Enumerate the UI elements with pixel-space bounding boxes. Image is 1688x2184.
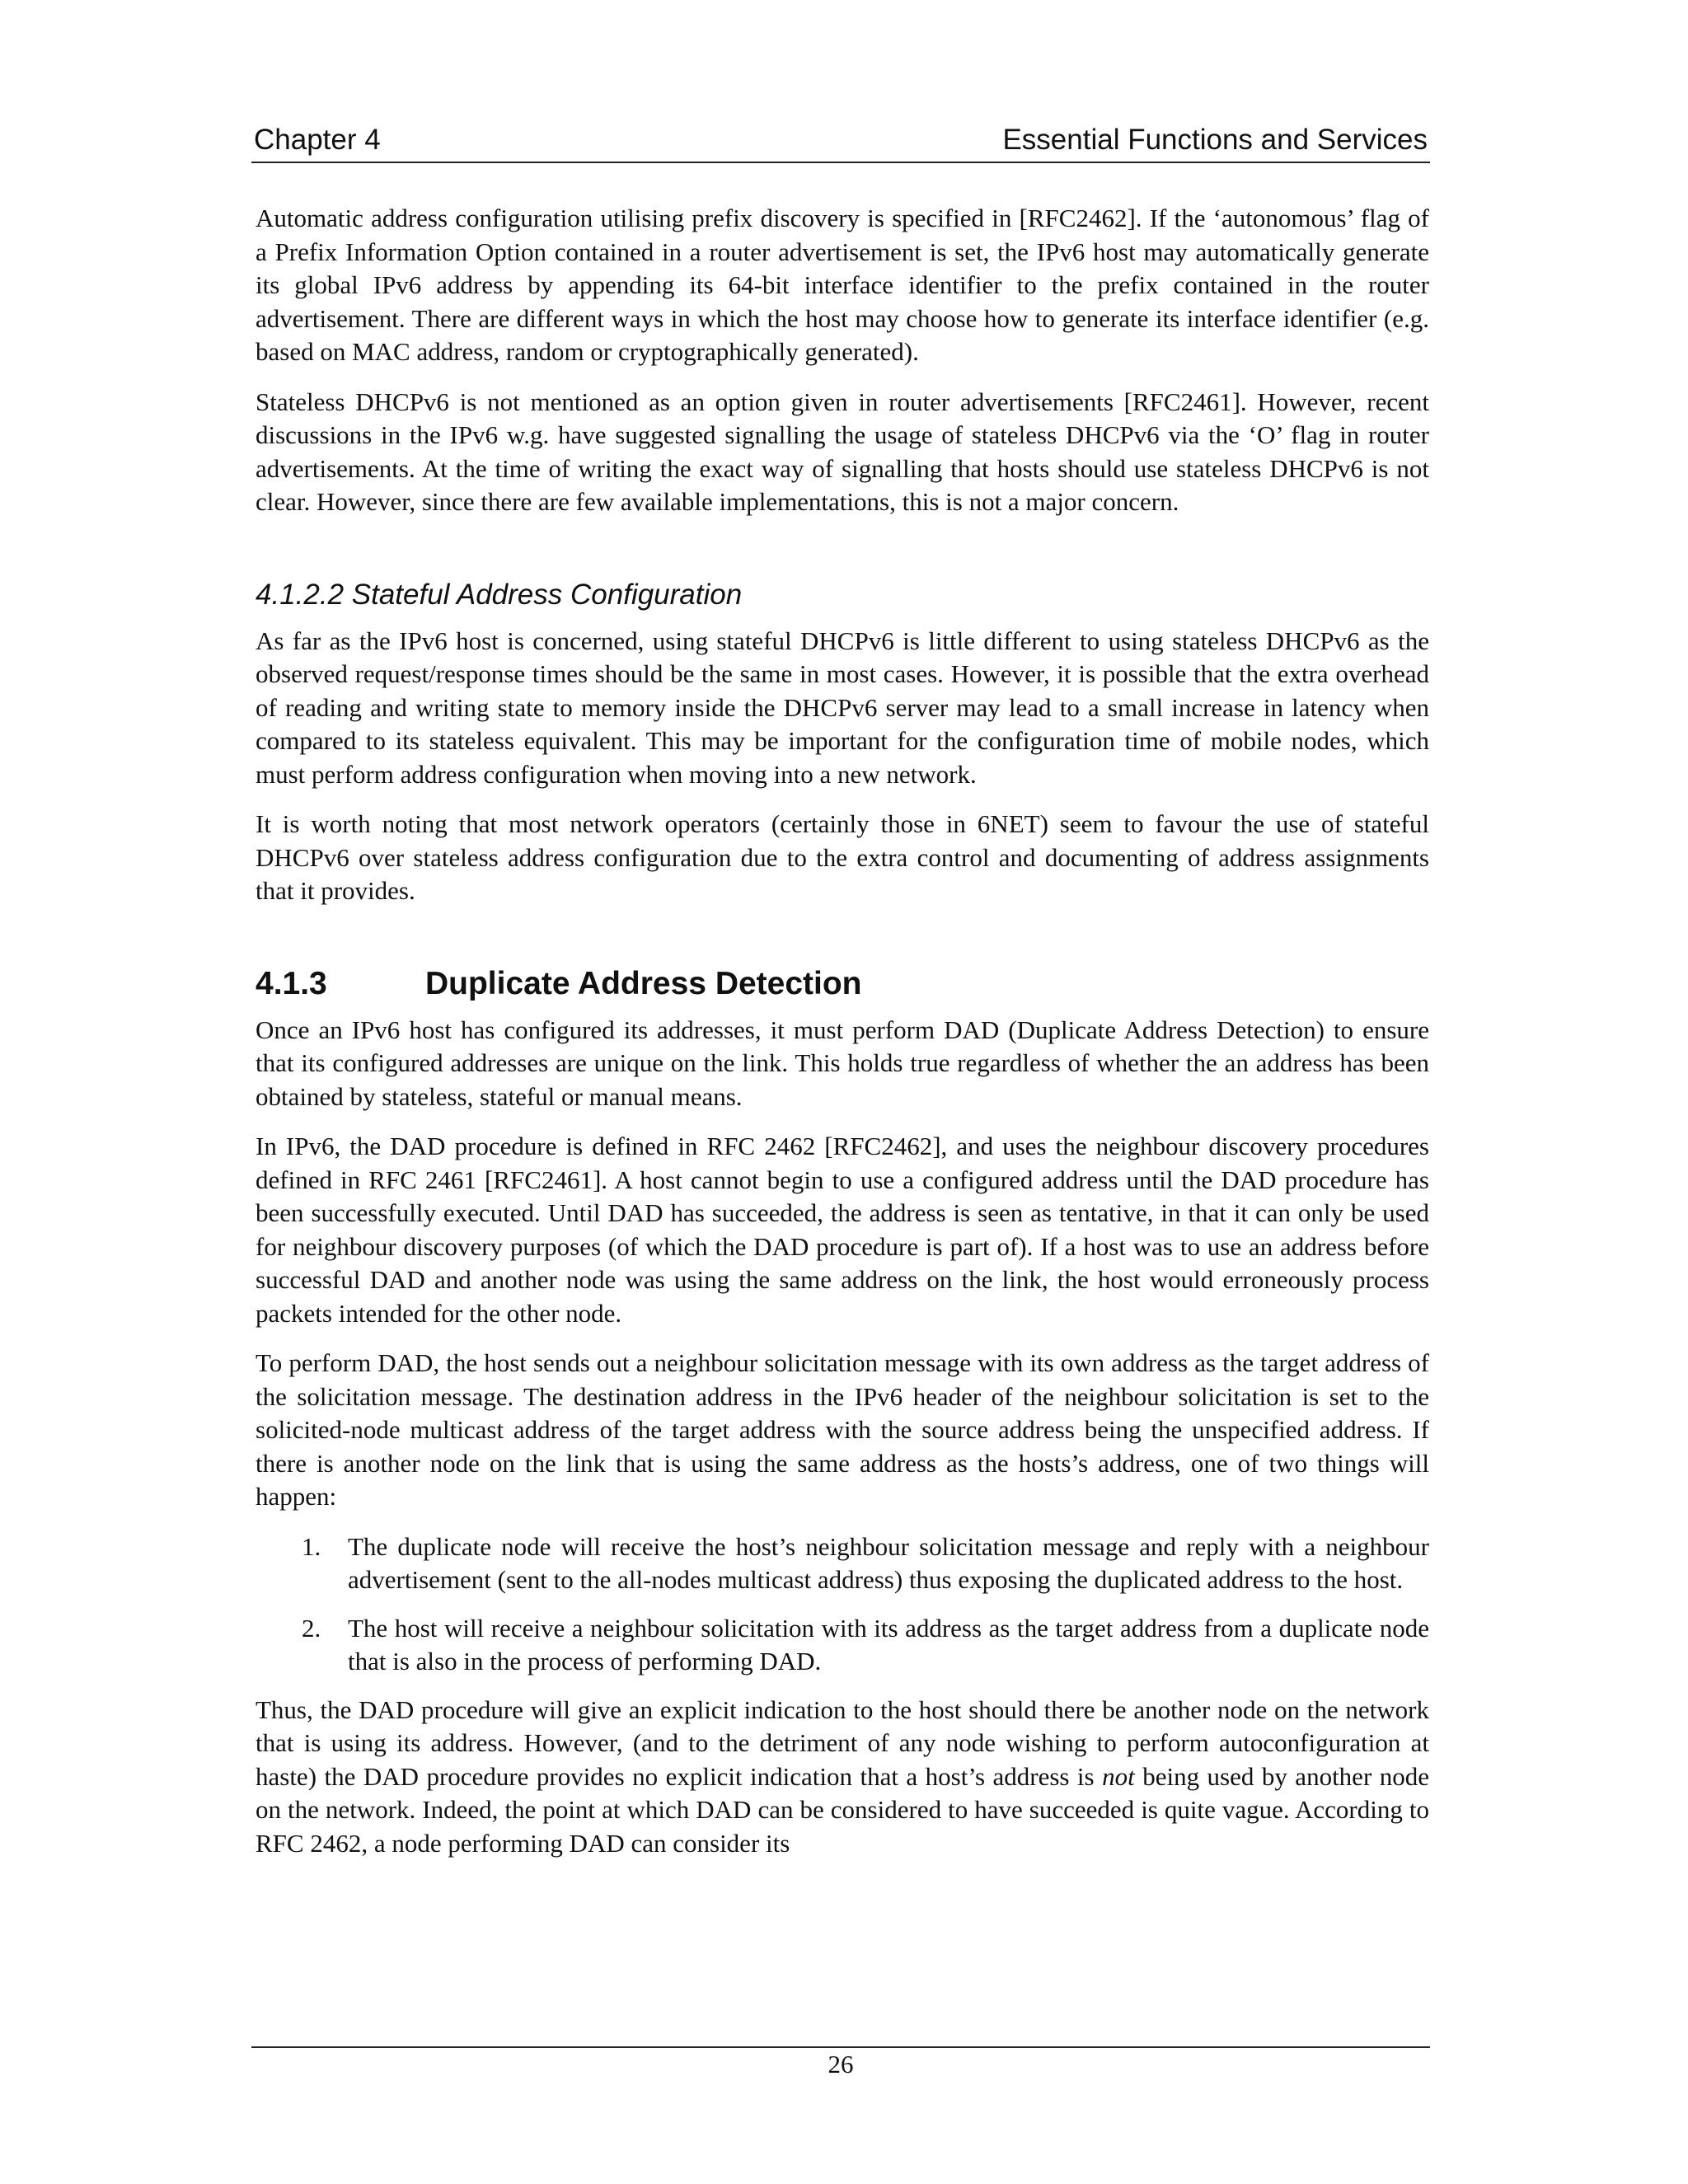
paragraph: To perform DAD, the host sends out a neighbour solicitation message with its own address as the target address of the solicitation message. The destination address in the IPv6 header of the neighbour solicitation is set to the solicited-node multicast address of the target address with the source address being the unspecified address. If there is another node on the link that is using the same address as the hosts’s address, one of two things will happen: — [256, 1348, 1429, 1511]
section-number: 4.1.3 — [256, 965, 327, 1001]
chapter-title: Essential Functions and Services — [1002, 124, 1428, 156]
paragraph: As far as the IPv6 host is concerned, using stateful DHCPv6 is little different to using stateless DHCPv6 as the observed request/response times should be the same in most cases. However, it is possible that the extra overhead of reading and writing state to memory inside the DHCPv6 server may lead to a small increase in latency when compared to its stateless equivalent. This may be important for the configuration time of mobile nodes, which must perform address configuration when moving into a new network. — [256, 626, 1429, 789]
section-title: Duplicate Address Detection — [425, 965, 862, 1001]
paragraph: Once an IPv6 host has configured its addresses, it must perform DAD (Duplicate Address Detection) to ensure that its configured addresses are unique on the link. This holds true regardless of whether the an address has been obtained by stateless, stateful or manual means. — [256, 1015, 1429, 1111]
list-text: The host will receive a neighbour solicitation with its address as the target address from a duplicate node that is also in the process of performing DAD. — [348, 1613, 1429, 1675]
page-footer — [251, 2046, 1430, 2079]
list-number: 2. — [302, 1613, 321, 1643]
paragraph: It is worth noting that most network operators (certainly those in 6NET) seem to favour the use of stateful DHCPv6 over stateless address configuration due to the extra control and documenting of address assignments that it provides. — [256, 809, 1429, 905]
numbered-list — [256, 1530, 1429, 1679]
text-run: Thus, the DAD procedure will give an explicit indication to the host should there be another node on the network that is using its address. However, (and to the detriment of any node wishing to perform autoconfiguration at haste) the DAD procedure provides no explicit indication that a host’s address is — [256, 1694, 1429, 1791]
page-content — [256, 202, 1429, 1860]
emphasis-text: not — [1102, 1761, 1135, 1791]
paragraph — [256, 1694, 1429, 1861]
chapter-label: Chapter 4 — [254, 124, 381, 156]
text-run: being used by another node on the network. Indeed, the point at which DAD can be considered to have succeeded is quite vague. According to RFC 2462, a node performing DAD can consider its — [256, 1761, 1429, 1858]
paragraph: Automatic address configuration utilising prefix discovery is specified in [RFC2462]. If the ‘autonomous’ flag of a Prefix Information Option contained in a router advertisement is set, the IPv6 host may automatically generate its global IPv6 address by appending its 64-bit interface identifier to the prefix contained in the router advertisement. There are different ways in which the host may choose how to generate its interface identifier (e.g. based on MAC address, random or cryptographically generated). — [256, 204, 1429, 366]
list-item — [256, 1612, 1429, 1679]
page-number: 26 — [828, 2050, 854, 2079]
list-text: The duplicate node will receive the host’s neighbour solicitation message and reply with a neighbour advertisement (sent to the all-nodes multicast address) thus exposing the duplicated address to the host. — [348, 1531, 1429, 1594]
list-item — [256, 1530, 1429, 1597]
section-heading-4122: 4.1.2.2 Stateful Address Configuration — [256, 578, 743, 611]
page-header — [251, 120, 1430, 163]
paragraph: In IPv6, the DAD procedure is defined in RFC 2462 [RFC2462], and uses the neighbour discovery procedures defined in RFC 2461 [RFC2461]. A host cannot begin to use a configured address until the DAD procedure has been successfully executed. Until DAD has succeeded, the address is seen as tentative, in that it can only be used for neighbour discovery purposes (of which the DAD procedure is part of). If a host was to use an address before successful DAD and another node was using the same address on the link, the host would erroneously process packets intended for the other node. — [256, 1132, 1429, 1328]
section-heading-413 — [256, 964, 1429, 1004]
paragraph: Stateless DHCPv6 is not mentioned as an option given in router advertisements [RFC2461]. However, recent discussions in the IPv6 w.g. have suggested signalling the usage of stateless DHCPv6 via the ‘O’ flag in router advertisements. At the time of writing the exact way of signalling that hosts should use stateless DHCPv6 is not clear. However, since there are few available implementations, this is not a major concern. — [256, 387, 1429, 516]
list-number: 1. — [302, 1531, 321, 1561]
